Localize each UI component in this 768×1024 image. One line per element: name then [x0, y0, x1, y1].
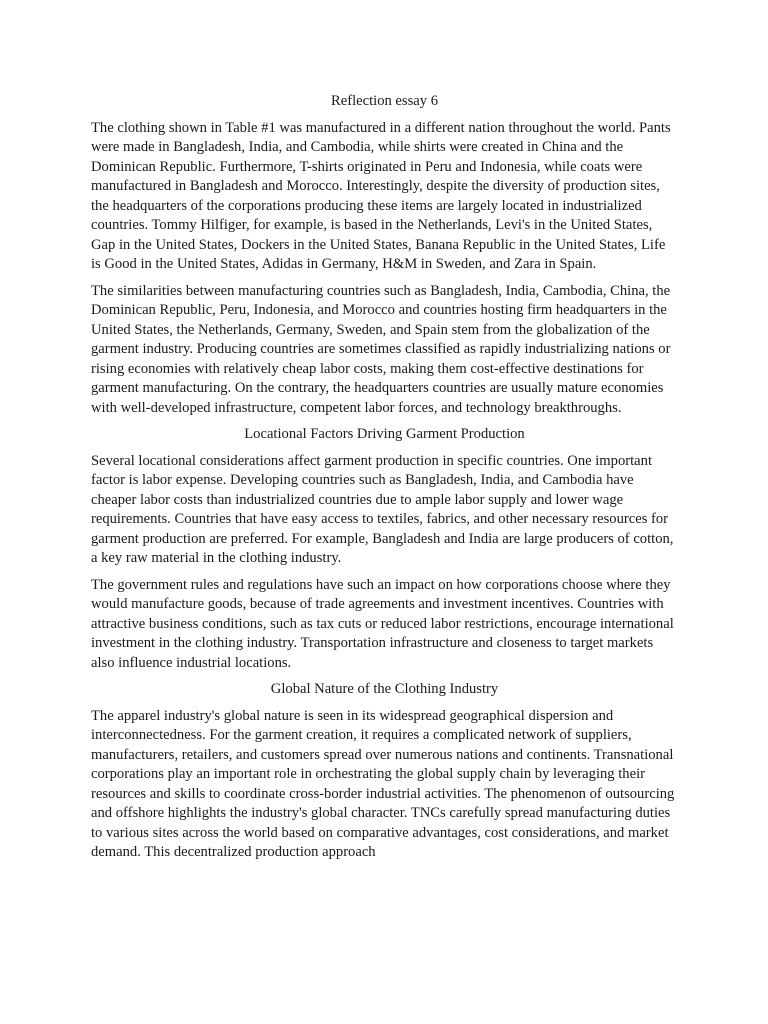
paragraph-intro: The clothing shown in Table #1 was manufactured in a different nation throughout the world. Pants were made in Bangladesh, India, and Cambodia, while shirts were created in China and the Dominican Republic. Furthermore, T-shirts originated in Peru and Indonesia, while coats were manufactured in Bangladesh and Morocco. Interestingly, despite the diversity of production sites, the headquarters of the corporations producing these items are largely located in industrialized countries. Tommy Hilfiger, for example, is based in the Netherlands, Levi's in the United States, Gap in the United States, Dockers in the United States, Banana Republic in the United States, Life is Good in the United States, Adidas in Germany, H&M in Sweden, and Zara in Spain. — [91, 119, 671, 272]
paragraph-locational-considerations: Several locational considerations affect garment production in specific countries. One important factor is labor expense. Developing countries such as Bangladesh, India, and Cambodia have cheaper labor costs than industrialized countries due to ample labor supply and lower wage requirements. Countries that have easy access to textiles, fabrics, and other necessary resources for garment production are preferred. For example, Bangladesh and India are large producers of cotton, a key raw material in the clothing industry. — [91, 452, 674, 566]
paragraph-similarities: The similarities between manufacturing countries such as Bangladesh, India, Cambodia, China, the Dominican Republic, Peru, Indonesia, and Morocco and countries hosting firm headquarters in the United States, the Netherlands, Germany, Sweden, and Spain stem from the globalization of the garment industry. Producing countries are sometimes classified as rapidly industrializing nations or rising economies with relatively cheap labor costs, making them cost-effective destinations for garment manufacturing. On the contrary, the headquarters countries are usually mature economies with well-developed infrastructure, competent labor forces, and technology breakthroughs. — [91, 282, 671, 416]
section-heading-global-nature: Global Nature of the Clothing Industry — [270, 681, 499, 697]
section-heading-locational-factors: Locational Factors Driving Garment Production — [244, 426, 525, 442]
paragraph-government-rules: The government rules and regulations have such an impact on how corporations choose where they would manufacture goods, because of trade agreements and investment incentives. Countries with attractive business conditions, such as tax cuts or reduced labor restrictions, encourage international investment in the clothing industry. Transportation infrastructure and closeness to target markets also influence industrial locations. — [91, 576, 674, 671]
document-title: Reflection essay 6 — [331, 93, 438, 109]
paragraph-global-nature: The apparel industry's global nature is seen in its widespread geographical dispersion and interconnectedness. For the garment creation, it requires a complicated network of suppliers, manufacturers, retailers, and customers spread over numerous nations and continents. Transnational corporations play an important role in orchestrating the global supply chain by leveraging their resources and skills to coordinate cross-border industrial activities. The phenomenon of outsourcing and offshore highlights the industry's global character. TNCs carefully spread manufacturing duties to various sites across the world based on comparative advantages, cost considerations, and market demand. This decentralized production approach — [91, 707, 675, 860]
